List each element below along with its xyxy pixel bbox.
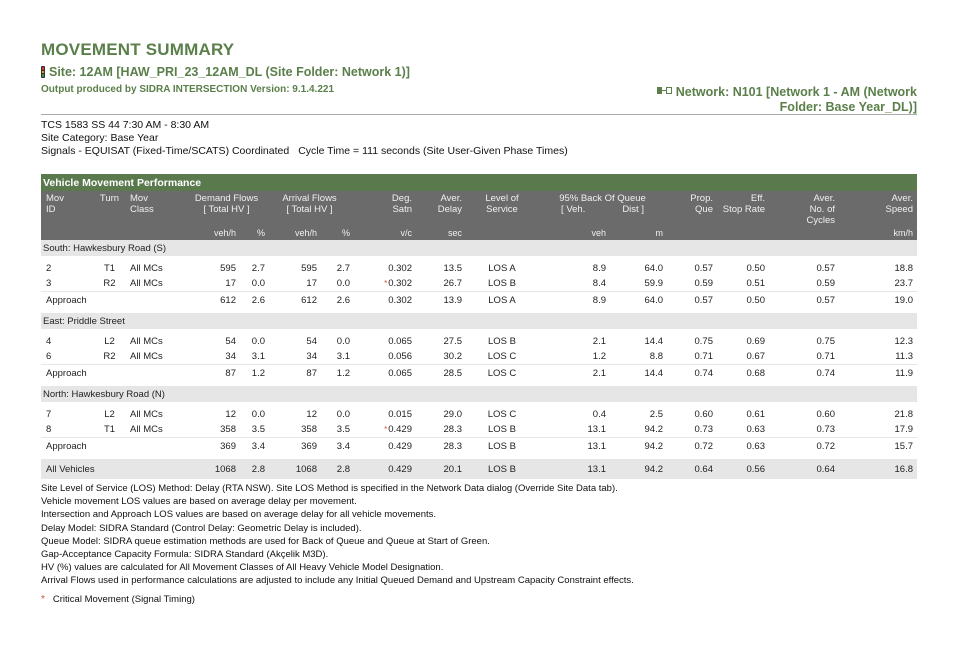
info-tcs: TCS 1583 SS 44 7:30 AM - 8:30 AM: [41, 119, 210, 131]
table-cell: 0.67: [746, 351, 765, 362]
col-aver-delay: Aver. Delay: [414, 191, 464, 228]
table-cell: 0.59: [816, 278, 835, 289]
note-line: Site Level of Service (LOS) Method: Delay (RTA NSW). Site LOS Method is specified in the Network Data dialog (Override Site Data tab).: [41, 483, 618, 494]
approach-row: [41, 292, 917, 309]
table-cell: 369: [186, 438, 238, 455]
table-cell: 2.7: [336, 263, 350, 274]
deg-satn-cell: [352, 422, 414, 438]
col-turn: Turn: [91, 191, 128, 228]
table-cell: 0.63: [715, 438, 767, 455]
table-cell: 0.57: [767, 292, 837, 309]
table-cell: 13.5: [443, 263, 462, 274]
table-cell: 358: [220, 424, 236, 435]
table-cell: 3.1: [251, 351, 265, 362]
table-cell: L2: [104, 336, 115, 347]
network-title-line2: Folder: Base Year_DL)]: [779, 100, 917, 114]
table-cell: 28.5: [414, 365, 464, 382]
table-cell: 0.73: [694, 424, 713, 435]
table-cell: 2.1: [540, 365, 608, 382]
info-signals: [41, 145, 568, 158]
table-cell: 0.57: [665, 292, 715, 309]
info-cycle-time: Cycle Time = 111 seconds (Site User-Given Phase Times): [298, 144, 568, 157]
producer-line: Output produced by SIDRA INTERSECTION Version: 9.1.4.221: [41, 84, 335, 95]
table-cell: LOS C: [487, 409, 517, 420]
table-cell: 0.056: [388, 351, 412, 362]
table-cell: 0.72: [665, 438, 715, 455]
unit-cell: veh/h: [186, 228, 238, 240]
info-site-category: Site Category: Base Year: [41, 131, 159, 144]
site-info: [41, 119, 568, 157]
table-cell: 23.7: [894, 278, 913, 289]
header-divider: [41, 114, 917, 115]
table-cell: 612: [186, 292, 238, 309]
table-row: [41, 334, 917, 349]
table-cell: 1.2: [238, 365, 267, 382]
table-cell: 0.60: [816, 409, 835, 420]
table-cell: 0.75: [694, 336, 713, 347]
unit-cell: %: [238, 228, 267, 240]
table-header-row: [41, 191, 917, 228]
table-cell: 26.7: [443, 278, 462, 289]
table-cell: R2: [103, 351, 116, 362]
table-cell: 64.0: [644, 263, 663, 274]
table-cell: L2: [104, 409, 115, 420]
page-title: MOVEMENT SUMMARY: [41, 40, 235, 59]
unit-cell: km/h: [837, 228, 917, 240]
col-back-of-queue: 95% Back Of Queue [ Veh. Dist ]: [540, 191, 665, 228]
table-cell: 34: [225, 351, 236, 362]
table-cell: 8.9: [592, 263, 606, 274]
table-cell: 94.2: [608, 438, 665, 455]
table-cell: 595: [301, 263, 317, 274]
approach-row: [41, 438, 917, 455]
deg-satn-value: 0.302: [388, 278, 412, 289]
table-cell: 15.7: [837, 438, 917, 455]
table-cell: 369: [267, 438, 319, 455]
unit-cell: [767, 228, 837, 240]
table-cell: 3.4: [238, 438, 267, 455]
col-no-cycles: Aver. No. of Cycles: [767, 191, 837, 228]
table-cell: 612: [267, 292, 319, 309]
table-row: [41, 422, 917, 438]
table-cell: All Vehicles: [41, 459, 186, 479]
note-line: Queue Model: SIDRA queue estimation methods are used for Back of Queue and Queue at Start of Green.: [41, 535, 490, 547]
table-cell: All MCs: [130, 424, 163, 435]
table-cell: 7: [46, 409, 52, 420]
unit-cell: [665, 228, 715, 240]
table-cell: 0.302: [388, 263, 412, 274]
table-cell: 0.0: [336, 336, 350, 347]
table-cell: 0.0: [336, 409, 350, 420]
table-cell: T1: [103, 263, 116, 274]
table-cell: 2.7: [251, 263, 265, 274]
table-cell: 0.74: [665, 365, 715, 382]
table-cell: 0.72: [767, 438, 837, 455]
table-cell: 0.065: [352, 365, 414, 382]
table-cell: LOS C: [464, 365, 540, 382]
table-cell: LOS B: [464, 438, 540, 455]
table-cell: 0.64: [767, 459, 837, 479]
note-line: Intersection and Approach LOS values are based on average delay for all vehicle movements.: [41, 509, 437, 521]
table-cell: 0.0: [251, 409, 265, 420]
table-cell: 17.9: [894, 424, 913, 435]
table-cell: 0.065: [388, 336, 412, 347]
table-cell: 0.0: [336, 278, 350, 289]
legend: [41, 594, 195, 605]
table-cell: 17: [306, 278, 317, 289]
table-units-row: [41, 228, 917, 240]
table-cell: 20.1: [414, 459, 464, 479]
table-cell: 6: [46, 351, 52, 362]
table-cell: 0.74: [767, 365, 837, 382]
unit-cell: veh/h: [267, 228, 319, 240]
table-cell: 2: [46, 263, 52, 274]
table-cell: 0.4: [592, 409, 606, 420]
table-cell: 87: [267, 365, 319, 382]
table-cell: 13.9: [414, 292, 464, 309]
table-cell: 59.9: [644, 278, 663, 289]
deg-satn-cell: [352, 276, 414, 292]
table-cell: 0.71: [694, 351, 713, 362]
table-cell: 0.0: [251, 336, 265, 347]
table-cell: All MCs: [130, 351, 163, 362]
table-body: [41, 240, 917, 479]
table-cell: 0.50: [715, 292, 767, 309]
approach-row: [41, 365, 917, 382]
table-row: [41, 407, 917, 422]
table-cell: LOS B: [488, 424, 516, 435]
table-cell: 1.2: [319, 365, 352, 382]
table-cell: 11.9: [837, 365, 917, 382]
table-cell: 2.8: [238, 459, 267, 479]
network-icon: [657, 87, 672, 94]
table-cell: 0.69: [746, 336, 765, 347]
table-cell: 3.5: [251, 424, 265, 435]
table-cell: 14.4: [608, 365, 665, 382]
note-line: Vehicle movement LOS values are based on average delay per movement.: [41, 496, 357, 508]
info-signals-text: Signals - EQUISAT (Fixed-Time/SCATS) Coordinated: [41, 144, 290, 157]
table-cell: 0.429: [352, 459, 414, 479]
unit-cell: veh: [540, 228, 608, 240]
table-cell: 34: [306, 351, 317, 362]
table-cell: T1: [103, 424, 116, 435]
unit-cell: [128, 228, 186, 240]
table-cell: 0.56: [715, 459, 767, 479]
table-row: [41, 261, 917, 276]
table-cell: 8.9: [540, 292, 608, 309]
table-cell: 3: [46, 278, 52, 289]
table-cell: 358: [301, 424, 317, 435]
table-cell: R2: [103, 278, 116, 289]
col-eff-stop-rate: Eff. Stop Rate: [715, 191, 767, 228]
table-cell: 0.60: [694, 409, 713, 420]
site-heading: [41, 65, 410, 79]
unit-cell: [91, 228, 128, 240]
table-cell: All MCs: [130, 409, 163, 420]
site-title: Site: 12AM [HAW_PRI_23_12AM_DL (Site Folder: Network 1)]: [49, 65, 410, 79]
unit-cell: %: [319, 228, 352, 240]
table-cell: 1.2: [592, 351, 606, 362]
table-cell: All MCs: [130, 263, 163, 274]
table-cell: Approach: [41, 365, 186, 382]
section-name: North: Hawkesbury Road (N): [41, 386, 917, 402]
legend-text: Critical Movement (Signal Timing): [52, 594, 195, 605]
traffic-signal-icon: [41, 66, 45, 78]
table-cell: 0.68: [715, 365, 767, 382]
table-cell: 0.64: [665, 459, 715, 479]
table-cell: 3.4: [319, 438, 352, 455]
critical-star-icon: *: [41, 594, 45, 605]
table-cell: 2.6: [238, 292, 267, 309]
table-cell: 0.57: [816, 263, 835, 274]
table-cell: 8.4: [592, 278, 606, 289]
table-cell: 30.2: [443, 351, 462, 362]
col-demand-flows: Demand Flows [ Total HV ]: [186, 191, 267, 228]
table-cell: 11.3: [895, 351, 913, 362]
table-cell: 0.73: [816, 424, 835, 435]
table-cell: 28.3: [414, 438, 464, 455]
table-title: Vehicle Movement Performance: [41, 174, 917, 191]
table-cell: 13.1: [540, 459, 608, 479]
table-cell: 8: [46, 424, 52, 435]
table-cell: LOS A: [488, 263, 516, 274]
table-cell: 4: [46, 336, 52, 347]
col-los: Level of Service: [464, 191, 540, 228]
table-cell: 2.8: [319, 459, 352, 479]
table-cell: 2.1: [592, 336, 606, 347]
note-line: Arrival Flows used in performance calculations are adjusted to include any Initial Queued Demand and Upstream Capacity Constraint effects.: [41, 575, 634, 587]
col-mov-id: Mov ID: [41, 191, 91, 228]
table-cell: 2.6: [319, 292, 352, 309]
table-cell: 0.61: [746, 409, 765, 420]
table-cell: 0.302: [352, 292, 414, 309]
table-cell: 29.0: [443, 409, 462, 420]
table-cell: 13.1: [587, 424, 606, 435]
unit-cell: sec: [414, 228, 464, 240]
col-aver-speed: Aver. Speed: [837, 191, 917, 228]
table-cell: 595: [220, 263, 236, 274]
table-cell: 0.75: [816, 336, 835, 347]
unit-cell: [715, 228, 767, 240]
table-cell: 16.8: [837, 459, 917, 479]
table-cell: 17: [225, 278, 236, 289]
table-row: [41, 276, 917, 292]
table-cell: All MCs: [130, 278, 163, 289]
table-cell: 87: [186, 365, 238, 382]
unit-cell: m: [608, 228, 665, 240]
table-cell: 12: [225, 409, 236, 420]
table-cell: 18.8: [894, 263, 913, 274]
note-line: Gap-Acceptance Capacity Formula: SIDRA Standard (Akçelik M3D).: [41, 549, 329, 561]
unit-cell: v/c: [352, 228, 414, 240]
critical-movement-icon: *: [384, 425, 388, 434]
deg-satn-value: 0.429: [388, 424, 412, 435]
note-line: HV (%) values are calculated for All Movement Classes of All Heavy Vehicle Model Designation.: [41, 562, 444, 574]
section-name: South: Hawkesbury Road (S): [41, 240, 917, 256]
table-cell: 3.1: [336, 351, 350, 362]
section-row: [41, 313, 917, 329]
table-cell: 8.8: [649, 351, 663, 362]
col-prop-que: Prop. Que: [665, 191, 715, 228]
notes-block: [41, 482, 634, 588]
col-mov-class: Mov Class: [128, 191, 186, 228]
table-cell: 54: [225, 336, 236, 347]
network-heading: [617, 85, 917, 115]
section-row: [41, 240, 917, 256]
unit-cell: [41, 228, 91, 240]
unit-cell: [464, 228, 540, 240]
table-cell: 0.59: [694, 278, 713, 289]
table-cell: 28.3: [443, 424, 462, 435]
table-cell: 54: [306, 336, 317, 347]
table-cell: 0.429: [352, 438, 414, 455]
table-cell: 0.015: [388, 409, 412, 420]
table-cell: 1068: [267, 459, 319, 479]
all-vehicles-row: [41, 459, 917, 479]
table-cell: 12: [306, 409, 317, 420]
table-cell: 12.3: [894, 336, 913, 347]
table-cell: 1068: [186, 459, 238, 479]
table-cell: LOS C: [487, 351, 517, 362]
table-cell: 0.0: [251, 278, 265, 289]
table-cell: 94.2: [644, 424, 663, 435]
table-cell: 27.5: [443, 336, 462, 347]
table-cell: 0.57: [694, 263, 713, 274]
table-cell: 13.1: [540, 438, 608, 455]
table-cell: 0.63: [746, 424, 765, 435]
table-cell: 0.50: [746, 263, 765, 274]
table-cell: 14.4: [644, 336, 663, 347]
table-cell: 3.5: [336, 424, 350, 435]
col-deg-satn: Deg. Satn: [352, 191, 414, 228]
table-cell: 2.5: [649, 409, 663, 420]
movement-performance-table: [41, 174, 917, 479]
table-cell: LOS B: [488, 278, 516, 289]
table-cell: 94.2: [608, 459, 665, 479]
table-row: [41, 349, 917, 365]
critical-movement-icon: *: [384, 279, 388, 288]
table-cell: Approach: [41, 292, 186, 309]
note-line: Delay Model: SIDRA Standard (Control Delay: Geometric Delay is included).: [41, 522, 362, 534]
table-cell: 19.0: [837, 292, 917, 309]
table-cell: 64.0: [608, 292, 665, 309]
section-name: East: Priddle Street: [41, 313, 917, 329]
network-title-line1: Network: N101 [Network 1 - AM (Network: [675, 85, 917, 99]
col-arrival-flows: Arrival Flows [ Total HV ]: [267, 191, 352, 228]
table-cell: LOS B: [464, 459, 540, 479]
table-cell: 0.71: [816, 351, 835, 362]
table-cell: 0.51: [746, 278, 765, 289]
table-cell: LOS A: [464, 292, 540, 309]
section-row: [41, 386, 917, 402]
table-cell: LOS B: [488, 336, 516, 347]
table-cell: 21.8: [894, 409, 913, 420]
table-cell: All MCs: [130, 336, 163, 347]
table-cell: Approach: [41, 438, 186, 455]
